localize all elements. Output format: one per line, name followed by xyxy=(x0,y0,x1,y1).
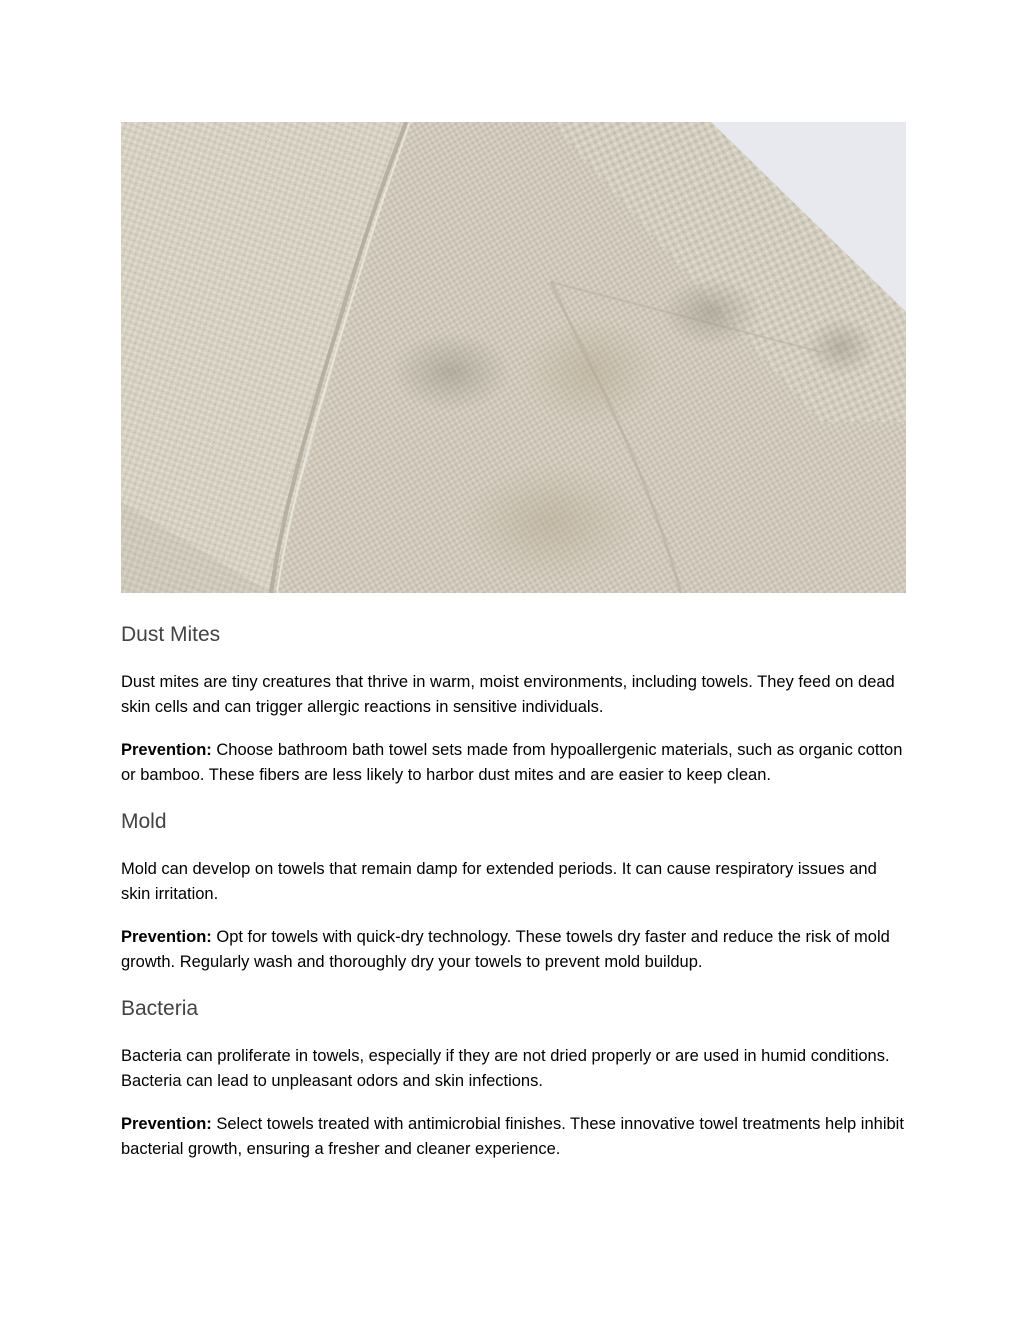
prevention-text: Opt for towels with quick-dry technology. These towels dry faster and reduce the risk of mold growth. Regularly wash and thoroughly dry your towels to prevent mold buildup. xyxy=(121,928,890,971)
document-page xyxy=(121,122,906,1161)
bacteria-prevention xyxy=(121,1112,906,1161)
section-heading-bacteria: Bacteria xyxy=(121,997,199,1020)
mold-prevention xyxy=(121,925,906,974)
prevention-text: Choose bathroom bath towel sets made from hypoallergenic materials, such as organic cotton or bamboo. These fibers are less likely to harbor dust mites and are easier to keep clean. xyxy=(121,741,903,784)
prevention-label: Prevention: xyxy=(121,928,212,946)
dust-mites-description: Dust mites are tiny creatures that thrive in warm, moist environments, including towels. They feed on dead skin cells and can trigger allergic reactions in sensitive individuals. xyxy=(121,673,895,716)
towel-illustration xyxy=(121,122,906,593)
mold-description: Mold can develop on towels that remain damp for extended periods. It can cause respiratory issues and skin irritation. xyxy=(121,860,877,903)
prevention-label: Prevention: xyxy=(121,741,212,759)
prevention-text: Select towels treated with antimicrobial finishes. These innovative towel treatments help inhibit bacterial growth, ensuring a fresher and cleaner experience. xyxy=(121,1115,904,1158)
section-heading-mold: Mold xyxy=(121,810,167,833)
towel-photo xyxy=(121,122,906,593)
section-heading-dust-mites: Dust Mites xyxy=(121,623,221,646)
bacteria-description: Bacteria can proliferate in towels, especially if they are not dried properly or are used in humid conditions. Bacteria can lead to unpleasant odors and skin infections. xyxy=(121,1047,890,1090)
prevention-label: Prevention: xyxy=(121,1115,212,1133)
dust-mites-prevention xyxy=(121,738,906,787)
